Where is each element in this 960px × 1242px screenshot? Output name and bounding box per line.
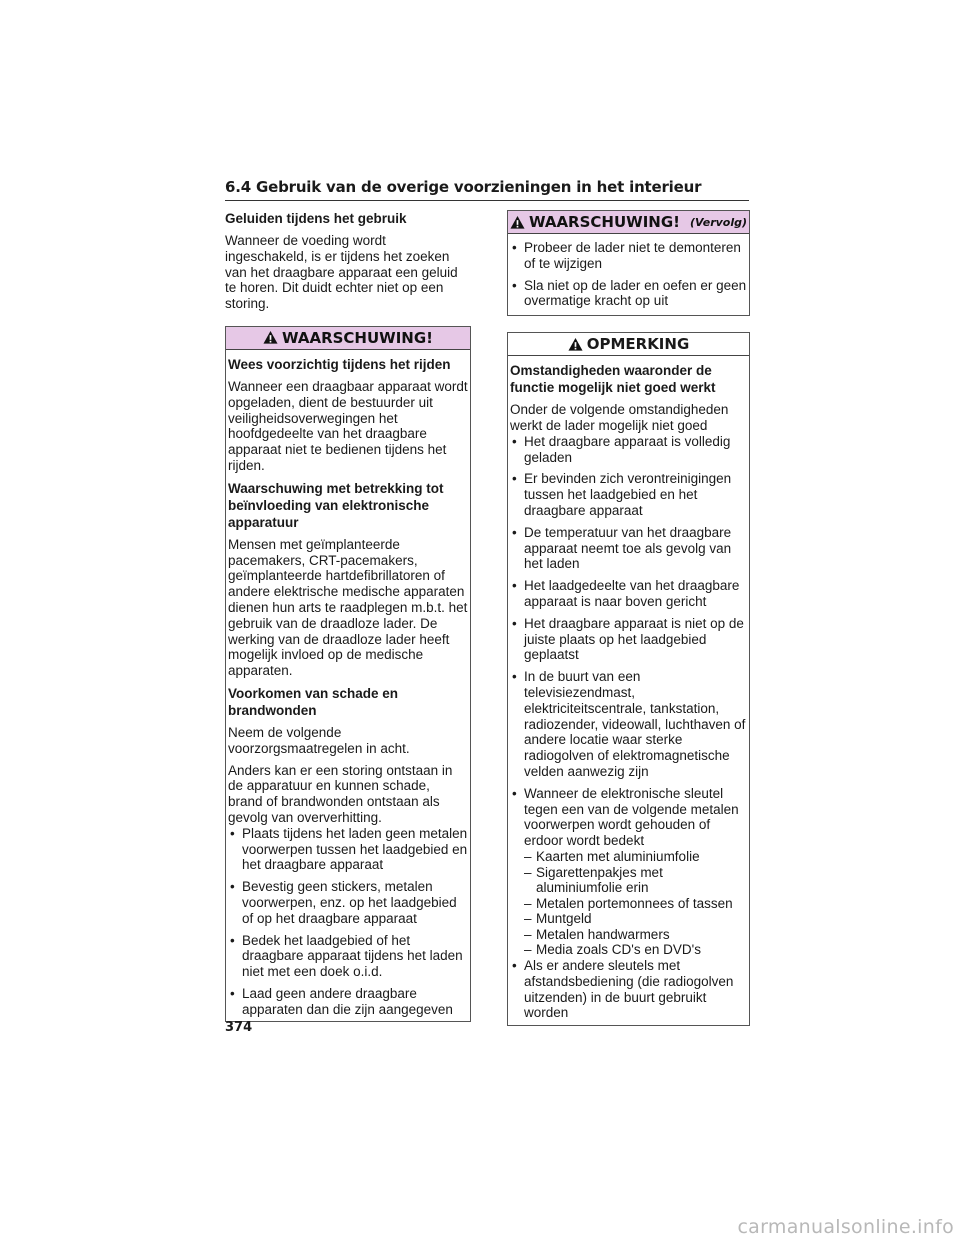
list-item: • Het draagbare apparaat is volledig geladen: [510, 434, 747, 466]
list-item: • Bedek het laadgebied of het draagbare apparaat tijdens het laden niet met een doek o.i.d.: [228, 933, 468, 980]
warning-continued-list: [510, 240, 747, 309]
list-item: • Bevestig geen stickers, metalen voorwerpen, enz. op het laadgebied of op het draagbare apparaat: [228, 879, 468, 926]
warning-text-driving: Wanneer een draagbaar apparaat wordt opgeladen, dient de bestuurder uit veiligheidsoverwegingen het hoofdgedeelte van het draagbare apparaat niet te bedienen tijdens het rijden.: [228, 378, 468, 473]
warning-heading-electronics: Waarschuwing met betrekking tot beïnvloeding van elektronische apparatuur: [228, 480, 444, 530]
warning-text-precautions: Neem de volgende voorzorgsmaatregelen in acht.: [228, 724, 410, 756]
note-title: OPMERKING: [586, 335, 690, 354]
note-sub-list: [510, 849, 747, 958]
list-item: • Probeer de lader niet te demonteren of te wijzigen: [510, 240, 747, 272]
left-column: [225, 210, 471, 1022]
note-last-list: [510, 958, 747, 1021]
watermark: carmanualsonline.info: [737, 1216, 954, 1238]
list-item: • Er bevinden zich verontreinigingen tussen het laadgebied en het draagbare apparaat: [510, 471, 747, 518]
page-number: 374: [225, 1020, 253, 1035]
note-body: [508, 356, 749, 1025]
warning-triangle-icon: [568, 337, 583, 352]
warning-continued-header: [508, 211, 749, 234]
warning-title: WAARSCHUWING!: [281, 328, 434, 347]
right-column: [507, 210, 750, 1026]
warning-header: [226, 327, 470, 350]
sub-list-item: – Metalen handwarmers: [510, 927, 747, 943]
warning-triangle-icon: [510, 215, 525, 230]
list-item: • In de buurt van een televisiezendmast, elektriciteitscentrale, tankstation, radiozender, videowall, luchthaven of andere locatie waar sterke radiogolven of elektromagnetische velden aanwezig zijn: [510, 669, 747, 780]
note-intro: Onder de volgende omstandigheden werkt de lader mogelijk niet goed: [510, 402, 729, 433]
warning-continued-box: [507, 210, 750, 316]
list-item: • Het draagbare apparaat is niet op de juiste plaats op het laadgebied geplaatst: [510, 616, 747, 663]
sounds-heading: Geluiden tijdens het gebruik: [225, 211, 407, 226]
list-item: • Laad geen andere draagbare apparaten dan die zijn aangegeven: [228, 986, 468, 1018]
list-item: • Het laadgedeelte van het draagbare apparaat is naar boven gericht: [510, 578, 747, 610]
section-title: 6.4 Gebruik van de overige voorzieningen in het interieur: [225, 178, 749, 201]
note-bullet-list: [510, 434, 747, 849]
list-item: • Plaats tijdens het laden geen metalen voorwerpen tussen het laadgebied en het draagbare apparaat: [228, 826, 468, 873]
warning-continued-title: WAARSCHUWING!: [528, 213, 680, 231]
continued-label: (Vervolg): [690, 215, 748, 229]
sub-list-item: – Muntgeld: [510, 911, 747, 927]
warning-heading-driving: Wees voorzichtig tijdens het rijden: [228, 356, 451, 372]
warning-continued-body: [508, 234, 749, 315]
sounds-text: Wanneer de voeding wordt ingeschakeld, is er tijdens het zoeken van het draagbare apparaat een geluid te horen. Dit duidt echter niet op een storing.: [225, 233, 458, 312]
sub-list-item: – Media zoals CD's en DVD's: [510, 942, 747, 958]
note-header: [508, 333, 749, 356]
list-item: • Als er andere sleutels met afstandsbediening (die radiogolven uitzenden) in de buurt gebruikt worden: [510, 958, 747, 1021]
sub-list-item: – Metalen portemonnees of tassen: [510, 896, 747, 912]
warning-text-consequences: Anders kan er een storing ontstaan in de apparatuur en kunnen schade, brand of brandwonden ontstaan als gevolg van oververhitting.: [228, 762, 453, 825]
note-box: [507, 332, 750, 1026]
warning-triangle-icon: [263, 330, 278, 345]
list-item: • Wanneer de elektronische sleutel tegen een van de volgende metalen voorwerpen wordt gehouden of erdoor wordt bedekt: [510, 786, 747, 849]
warning-text-electronics: Mensen met geïmplanteerde pacemakers, CRT-pacemakers, geïmplanteerde hartdefibrillatoren of andere elektrische medische apparaten dienen hun arts te raadplegen m.b.t. het gebruik van de draadloze lader. De werking van de draadloze lader heeft mogelijk invloed op de medische apparaten.: [228, 536, 468, 679]
warning-box: [225, 326, 471, 1023]
warning-body: [226, 350, 470, 1022]
note-heading: Omstandigheden waaronder de functie mogelijk niet goed werkt: [510, 363, 716, 396]
sub-list-item: – Kaarten met aluminiumfolie: [510, 849, 747, 865]
list-item: • De temperatuur van het draagbare apparaat neemt toe als gevolg van het laden: [510, 525, 747, 572]
warning-heading-damage: Voorkomen van schade en brandwonden: [228, 685, 399, 718]
sub-list-item: – Sigarettenpakjes met aluminiumfolie erin: [510, 865, 747, 896]
warning-bullet-list: [228, 826, 468, 1018]
list-item: • Sla niet op de lader en oefen er geen overmatige kracht op uit: [510, 278, 747, 310]
